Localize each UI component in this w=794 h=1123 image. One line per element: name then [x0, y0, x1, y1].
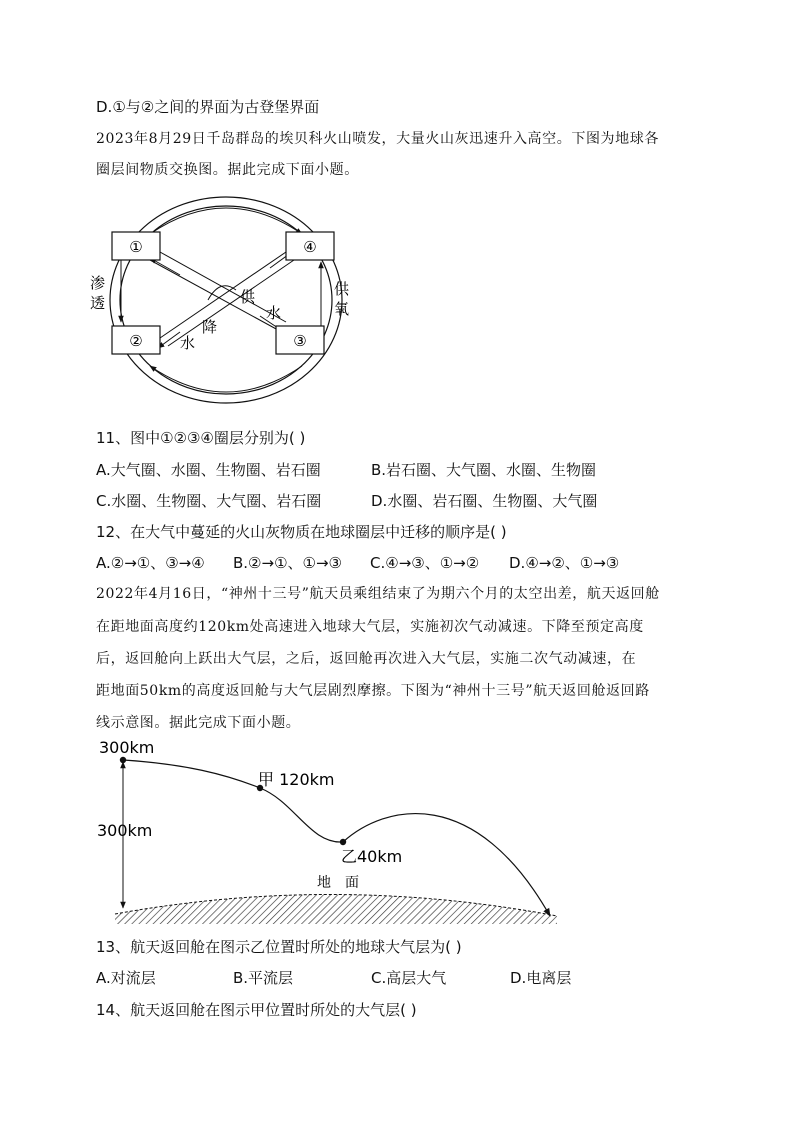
label-gong-shui-1: 供: [240, 288, 256, 306]
label-gong-yang-1: 供: [334, 280, 350, 298]
point-yi-label: 乙40km: [341, 847, 403, 866]
point-jia-label: 甲 120km: [258, 770, 335, 789]
side-height-label: 300km: [97, 821, 153, 840]
box-2-label: ②: [129, 332, 143, 350]
q11-option-b: B.岩石圈、大气圈、水圈、生物圈: [371, 461, 597, 479]
sphere-exchange-diagram: [80, 190, 370, 410]
top-height-label: 300km: [99, 738, 155, 757]
question-13: 13、航天返回舱在图示乙位置时所处的地球大气层为( ): [96, 938, 462, 956]
box-1-label: ①: [129, 238, 143, 256]
passage-2-line-3: 后，返回舱向上跃出大气层，之后，返回舱再次进入大气层，实施二次气动减速，在: [96, 651, 637, 667]
ground-hatch: [115, 894, 557, 924]
passage-2-line-1: 2022年4月16日，“神州十三号”航天员乘组结束了为期六个月的太空出差，航天返回舱: [96, 586, 660, 602]
start-point: [120, 757, 126, 763]
box-4-label: ④: [303, 238, 317, 256]
box-3-label: ③: [293, 332, 307, 350]
passage-2-line-2: 在距地面高度约120km处高速进入地球大气层，实施初次气动减速。下降至预定高度: [96, 619, 644, 635]
q11-option-d: D.水圈、岩石圈、生物圈、大气圈: [371, 492, 598, 510]
option-d-text: D.①与②之间的界面为古登堡界面: [96, 98, 320, 116]
passage-1-line-1: 2023年8月29日千岛群岛的埃贝科火山喷发，大量火山灰迅速升入高空。下图为地球各: [96, 131, 659, 147]
passage-2-line-5: 线示意图。据此完成下面小题。: [96, 715, 301, 731]
label-tou: 透: [90, 294, 106, 312]
q12-option-a: A.②→①、③→④: [96, 554, 205, 572]
q11-option-a: A.大气圈、水圈、生物圈、岩石圈: [96, 461, 321, 479]
question-12: 12、在大气中蔓延的火山灰物质在地球圈层中迁移的顺序是( ): [96, 523, 507, 541]
q13-option-a: A.对流层: [96, 969, 156, 987]
question-14: 14、航天返回舱在图示甲位置时所处的大气层( ): [96, 1001, 417, 1019]
passage-2-line-4: 距地面50km的高度返回舱与大气层剧烈摩擦。下图为“神州十三号”航天返回舱返回路: [96, 683, 650, 699]
ground-label: 地 面: [317, 875, 359, 891]
q12-option-c: C.④→③、①→②: [370, 554, 480, 572]
q12-option-d: D.④→②、①→③: [509, 554, 620, 572]
q13-option-c: C.高层大气: [371, 969, 447, 987]
trajectory-path: [123, 760, 550, 916]
question-11: 11、图中①②③④圈层分别为( ): [96, 429, 306, 447]
label-gong-yang-2: 氧: [334, 300, 350, 318]
q12-option-b: B.②→①、①→③: [233, 554, 342, 572]
label-jiang: 降: [202, 318, 218, 336]
point-yi: [340, 839, 346, 845]
label-shen: 渗: [90, 274, 106, 292]
label-gong-shui-2: 水: [266, 304, 282, 322]
q11-option-c: C.水圈、生物圈、大气圈、岩石圈: [96, 492, 322, 510]
passage-1-line-2: 圈层间物质交换图。据此完成下面小题。: [96, 162, 359, 178]
q13-option-d: D.电离层: [510, 969, 572, 987]
label-jiang-shui: 水: [180, 334, 196, 352]
return-route-diagram: [95, 734, 565, 929]
q13-option-b: B.平流层: [233, 969, 294, 987]
